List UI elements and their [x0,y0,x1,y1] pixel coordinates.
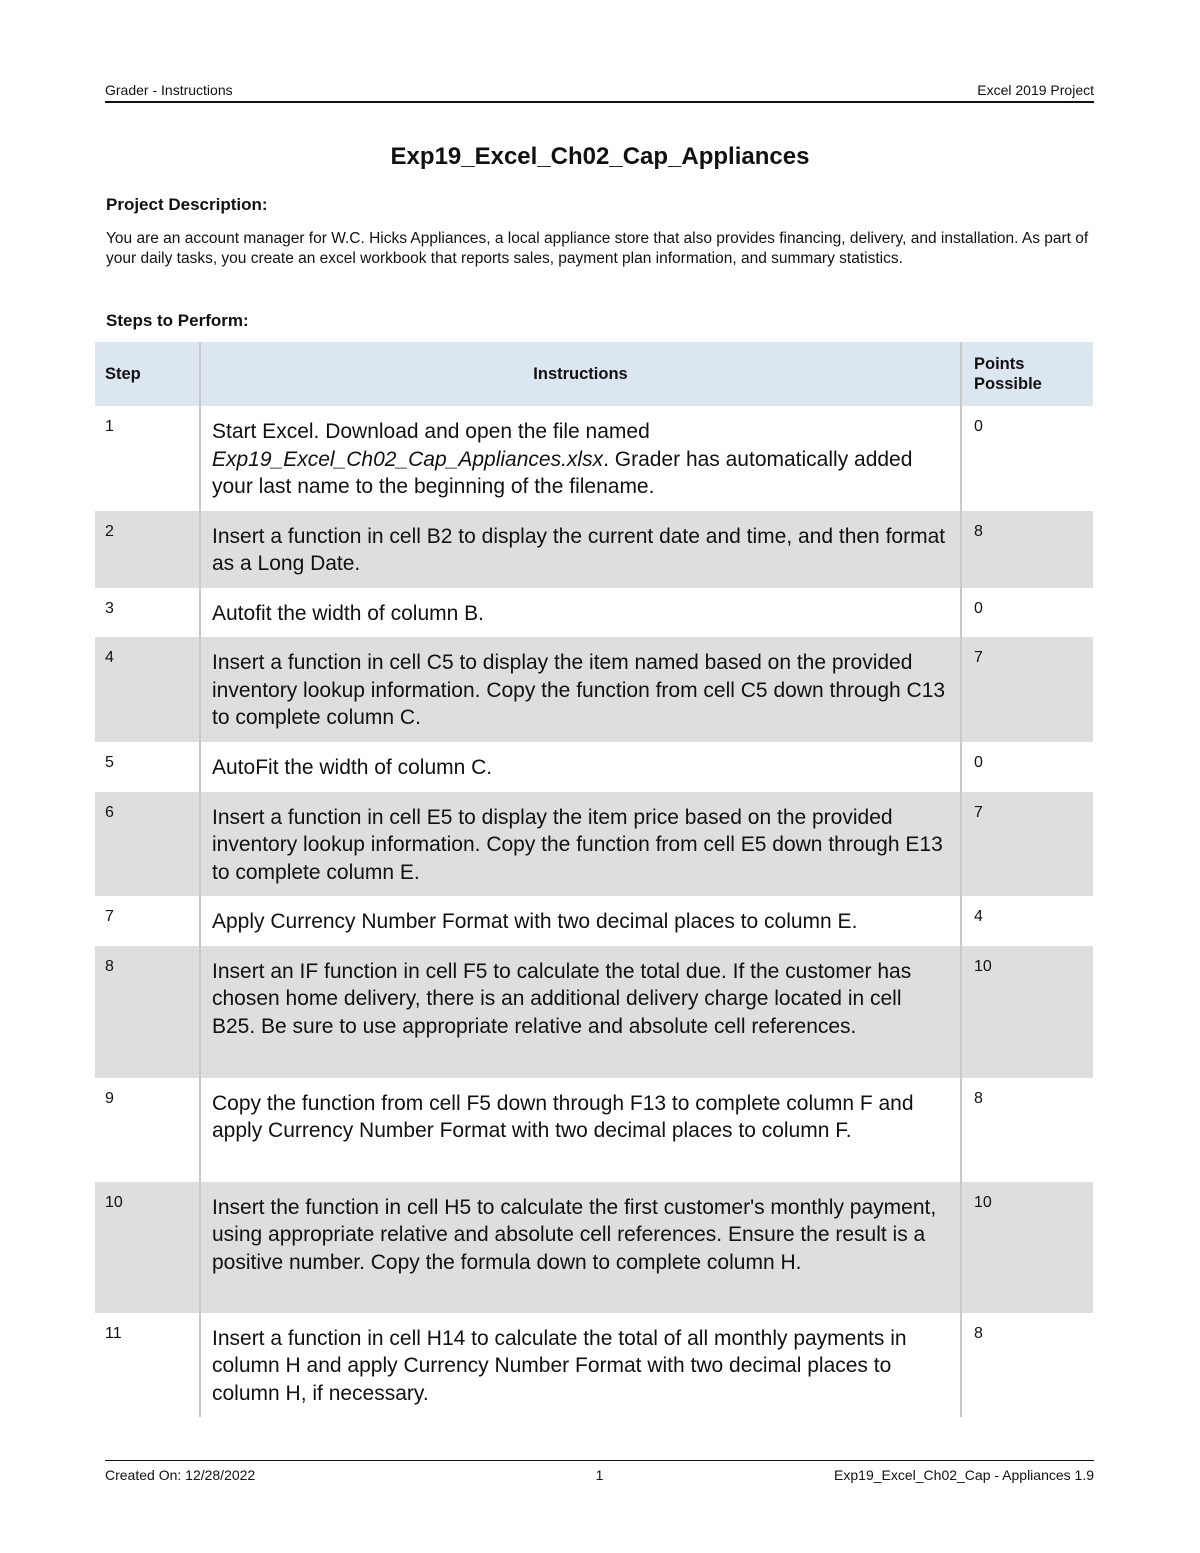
column-header-step: Step [95,342,200,406]
step-number: 1 [95,406,200,511]
table-row [95,792,1093,897]
table-row [95,742,1093,792]
table-row [95,1313,1093,1418]
page-footer [105,1460,1094,1483]
step-number: 6 [95,792,200,897]
step-instructions [200,792,961,897]
step-instructions [200,1182,961,1313]
table-header-row [95,342,1093,406]
table-row [95,896,1093,946]
steps-table [95,342,1093,1417]
step-points: 4 [974,908,983,925]
footer-document-id: Exp19_Excel_Ch02_Cap - Appliances 1.9 [834,1467,1094,1483]
document-title: Exp19_Excel_Ch02_Cap_Appliances [390,143,810,170]
step-points: 8 [974,1324,983,1342]
instruction-text: Insert an IF function in cell F5 to calculate the total due. If the customer has chosen home delivery, there is an additional delivery charge located in cell B25. Be sure to use appropriate relative and absolute cell references. [212,959,912,1038]
step-number: 9 [95,1078,200,1182]
step-number: 2 [95,511,200,588]
step-number: 7 [95,896,200,946]
header-right: Excel 2019 Project [977,82,1094,98]
table-row [95,637,1093,742]
step-number: 8 [95,946,200,1078]
header-left: Grader - Instructions [105,82,233,98]
step-instructions [200,637,961,742]
footer-created-on: Created On: 12/28/2022 [105,1467,256,1483]
column-header-points: Points Possible [961,342,1093,406]
table-row [95,946,1093,1078]
project-description-label: Project Description: [106,195,268,214]
step-instructions [200,511,961,588]
step-points: 0 [974,599,983,617]
step-points: 0 [974,418,983,435]
instruction-text: Copy the function from cell F5 down through F13 to complete column F and apply Currency Number Format with two decimal places to column F. [212,1091,914,1142]
instruction-text: Insert a function in cell E5 to display the item price based on the provided inventory lookup information. Copy the function from cell E5 down through E13 to complete column E. [212,805,943,884]
step-instructions [200,1078,961,1182]
step-instructions [200,406,961,511]
footer-page-number: 1 [595,1467,604,1483]
instruction-text: AutoFit the width of column C. [212,756,493,779]
table-row [95,1182,1093,1313]
page-header [105,82,1094,103]
column-header-instructions: Instructions [200,342,961,406]
instruction-text: Autofit the width of column B. [212,601,484,625]
step-points: 10 [961,1182,1093,1313]
step-number: 5 [95,742,200,792]
steps-label: Steps to Perform: [106,311,249,330]
table-row [95,511,1093,588]
instruction-text: Apply Currency Number Format with two decimal places to column E. [212,910,858,933]
step-instructions [200,946,961,1078]
table-body [95,406,1093,1417]
table-row [95,1078,1093,1182]
instruction-text: Start Excel. Download and open the file named [212,420,650,443]
step-points: 8 [974,1089,983,1107]
instruction-text: Insert a function in cell B2 to display the current date and time, and then format as a Long Date. [212,524,946,575]
step-instructions [200,742,961,792]
step-points: 8 [961,511,1093,588]
step-number: 4 [95,637,200,742]
step-instructions [200,588,961,638]
step-number: 11 [95,1313,200,1418]
instruction-filename: Exp19_Excel_Ch02_Cap_Appliances.xlsx [212,447,604,471]
instruction-text: Insert the function in cell H5 to calculate the first customer's monthly payment, using appropriate relative and absolute cell references. Ensure the result is a positive number. Copy the formula down to complete column H. [212,1195,937,1274]
step-points: 0 [974,754,983,771]
table-row [95,588,1093,638]
step-number: 3 [95,588,200,638]
instruction-text: . Grader has automatically added your last name to the beginning of the filename. [212,447,913,498]
step-points: 7 [961,792,1093,897]
step-points: 7 [961,637,1093,742]
instruction-text: Insert a function in cell C5 to display the item named based on the provided inventory lookup information. Copy the function from cell C5 down through C13 to complete column C. [212,651,946,729]
instruction-text: Insert a function in cell H14 to calculate the total of all monthly payments in column H and apply Currency Number Format with two decimal places to column H, if necessary. [212,1326,907,1405]
step-number: 10 [95,1182,200,1313]
table-row [95,406,1093,511]
step-instructions [200,896,961,946]
project-description-text: You are an account manager for W.C. Hicks Appliances, a local appliance store that also provides financing, delivery, and installation. As part of your daily tasks, you create an excel workbook that reports sales, payment plan information, and summary statistics. [106,230,1089,267]
step-points: 10 [961,946,1093,1078]
step-instructions [200,1313,961,1418]
